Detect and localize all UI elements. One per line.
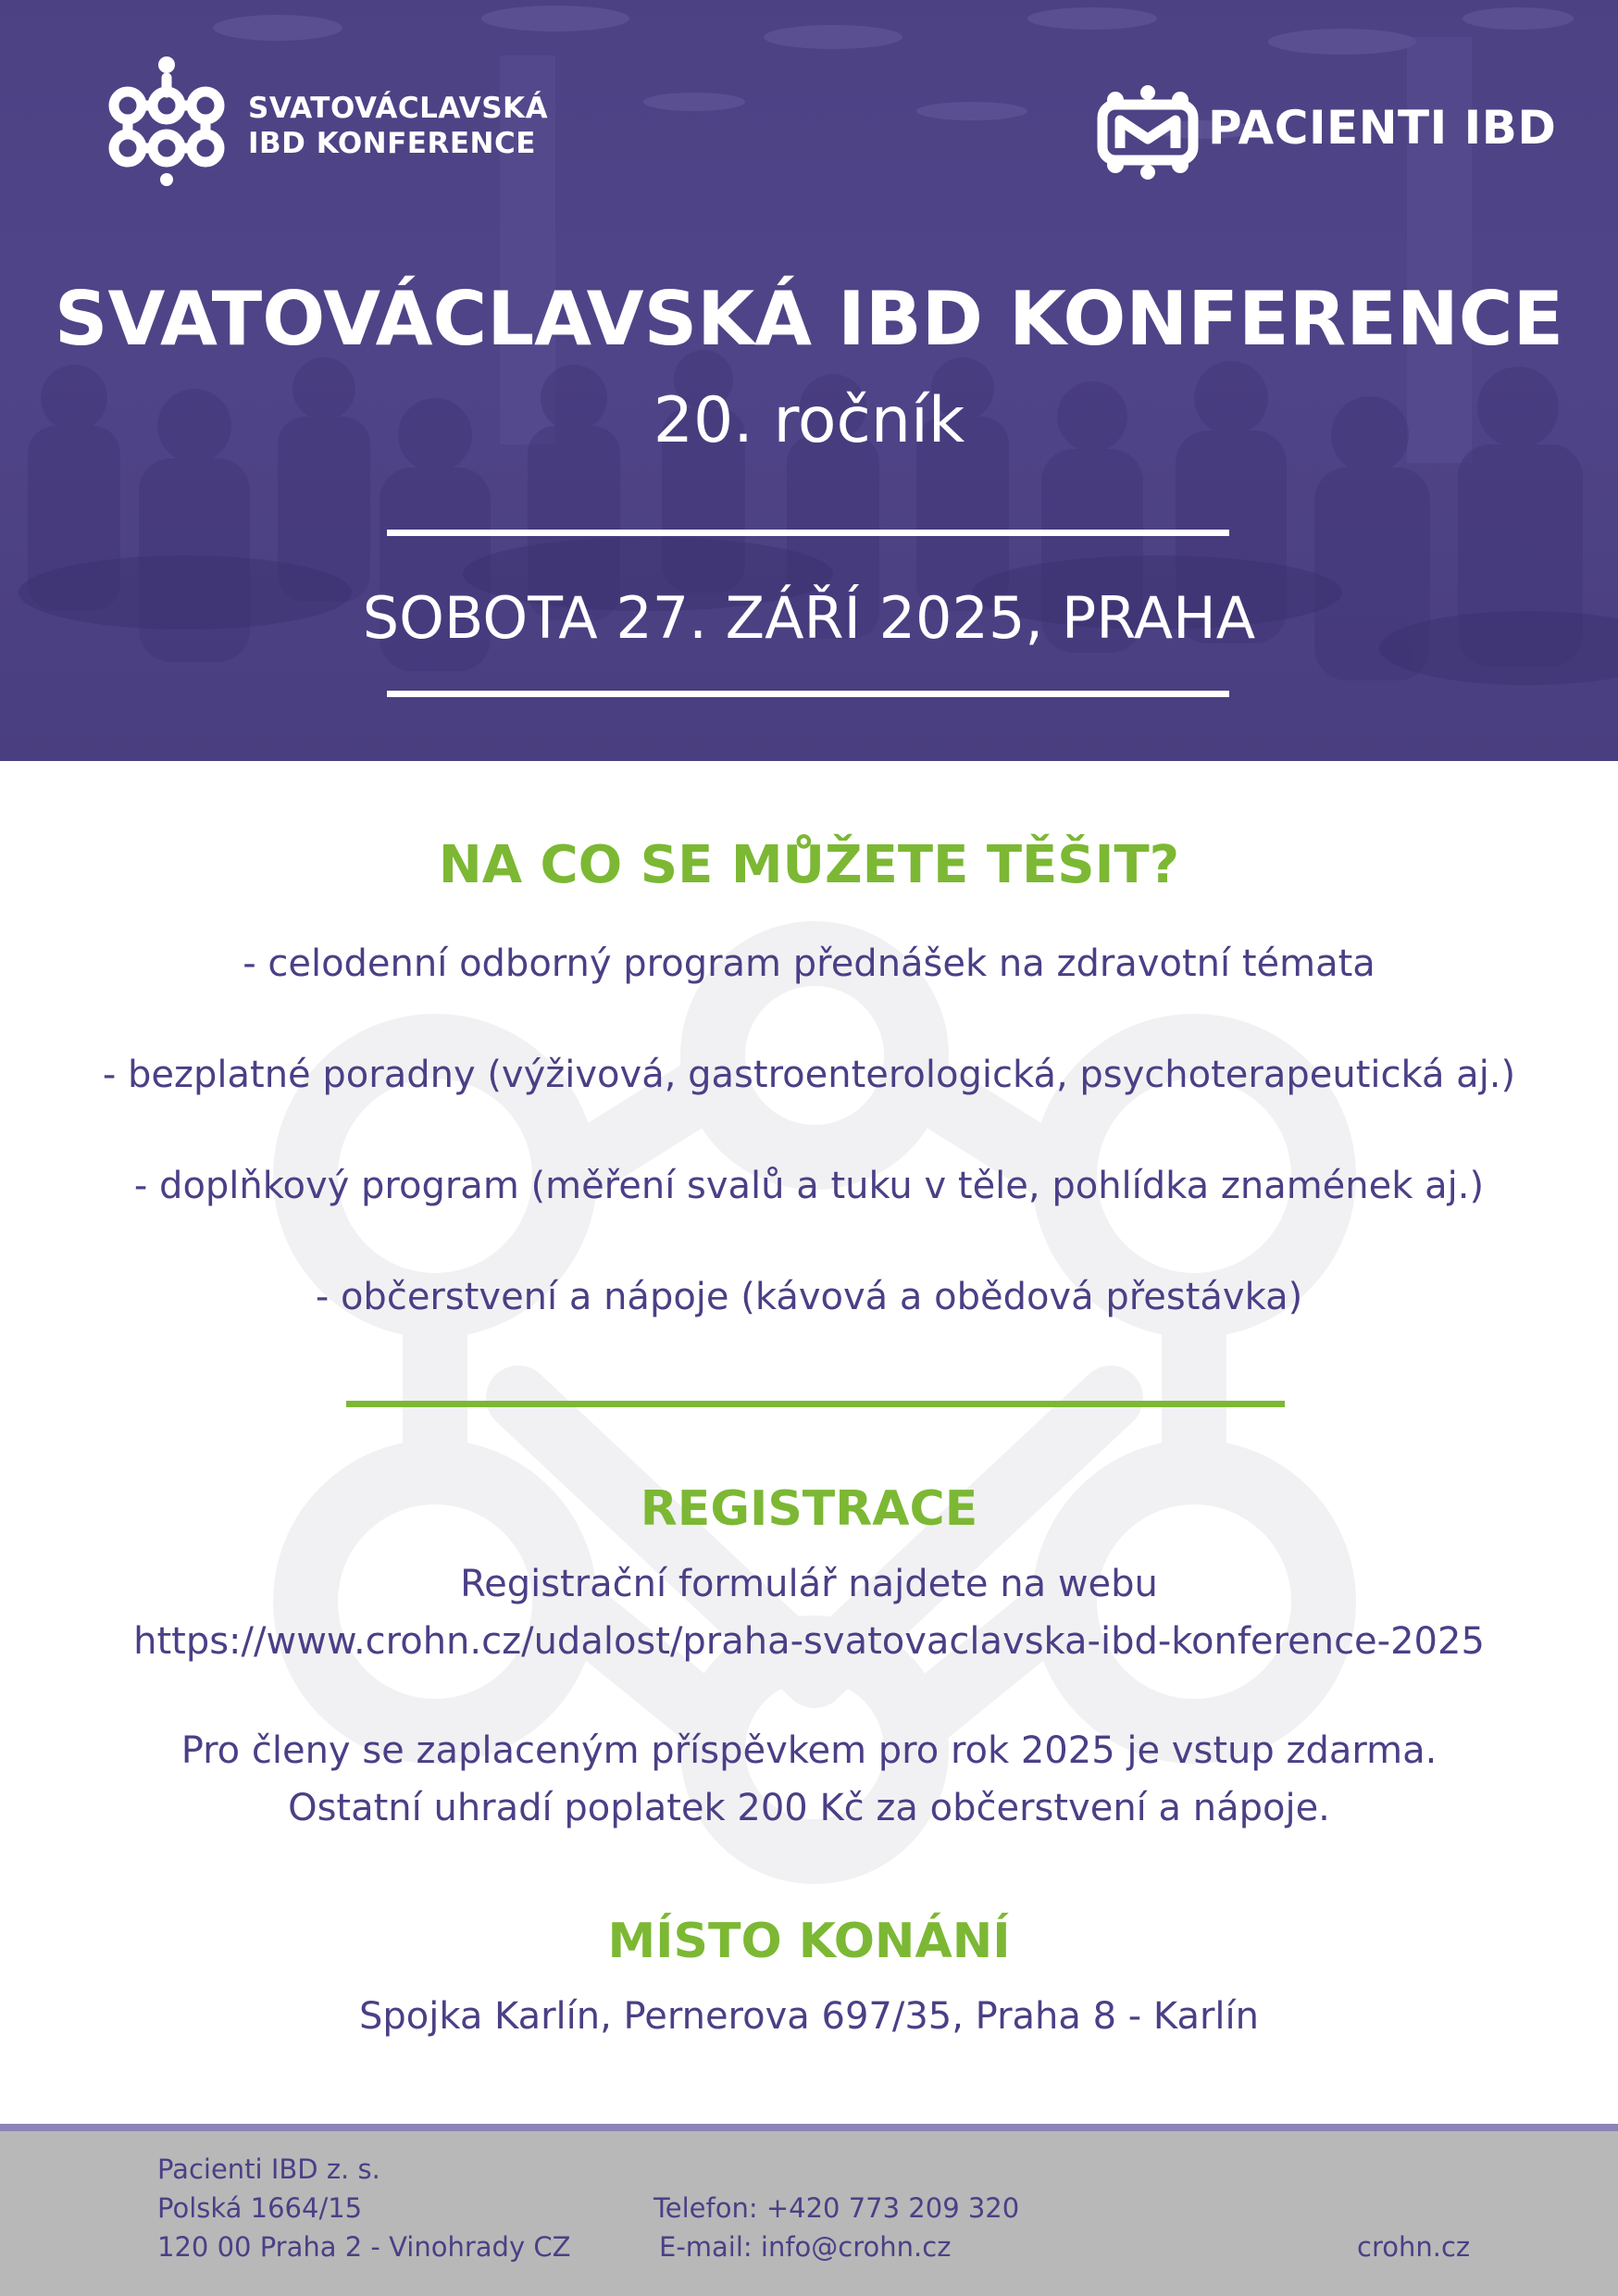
- footer: [0, 2131, 1618, 2296]
- footer-city: 120 00 Praha 2 - Vinohrady CZ: [157, 2231, 571, 2263]
- konference-logo-line2: IBD KONFERENCE: [248, 127, 536, 160]
- footer-org-name: Pacienti IBD z. s.: [157, 2153, 380, 2185]
- hero-divider-top: [387, 530, 1229, 536]
- footer-website[interactable]: crohn.cz: [1357, 2231, 1471, 2263]
- hero-banner: [0, 0, 1618, 761]
- konference-logo-icon: [100, 52, 234, 191]
- footer-street: Polská 1664/15: [157, 2192, 363, 2224]
- highlight-item: - bezplatné poradny (výživová, gastroenterologická, psychoterapeutická aj.): [102, 1054, 1516, 1096]
- pacienti-ibd-logo-icon: [1097, 81, 1199, 183]
- hero-divider-bottom: [387, 691, 1229, 697]
- registration-member-note: Pro členy se zaplaceným příspěvkem pro rok 2025 je vstup zdarma.: [180, 1729, 1438, 1772]
- registration-intro: Registrační formulář najdete na webu: [460, 1563, 1158, 1605]
- section-divider: [346, 1401, 1285, 1407]
- footer-stripe: [0, 2124, 1618, 2131]
- event-edition: 20. ročník: [653, 384, 965, 457]
- konference-logo: [100, 52, 549, 191]
- venue-heading: MÍSTO KONÁNÍ: [607, 1914, 1011, 1969]
- konference-logo-text: [248, 91, 548, 161]
- highlight-item: - celodenní odborný program přednášek na zdravotní témata: [243, 942, 1375, 985]
- venue-address: Spojka Karlín, Pernerova 697/35, Praha 8 - Karlín: [359, 1995, 1259, 2038]
- footer-email[interactable]: E-mail: info@crohn.cz: [659, 2231, 952, 2263]
- highlight-item: - doplňkový program (měření svalů a tuku v těle, pohlídka znamének aj.): [133, 1165, 1485, 1207]
- registration-heading: REGISTRACE: [640, 1481, 978, 1537]
- pacienti-ibd-logo-text: PACIENTI IBD: [1208, 101, 1557, 155]
- event-date: SOBOTA 27. ZÁŘÍ 2025, PRAHA: [362, 584, 1256, 652]
- highlight-item: - občerstvení a nápoje (kávová a obědová přestávka): [315, 1276, 1303, 1318]
- konference-logo-line1: SVATOVÁCLAVSKÁ: [248, 92, 549, 125]
- footer-phone[interactable]: Telefon: +420 773 209 320: [653, 2192, 1020, 2224]
- pacienti-ibd-logo: [1097, 81, 1557, 183]
- registration-link[interactable]: https://www.crohn.cz/udalost/praha-svatovaclavska-ibd-konference-2025: [133, 1620, 1485, 1663]
- registration-fee-note: Ostatní uhradí poplatek 200 Kč za občerstvení a nápoje.: [288, 1787, 1330, 1829]
- highlights-heading: NA CO SE MŮŽETE TĚŠIT?: [438, 835, 1180, 895]
- event-title: SVATOVÁCLAVSKÁ IBD KONFERENCE: [54, 276, 1564, 362]
